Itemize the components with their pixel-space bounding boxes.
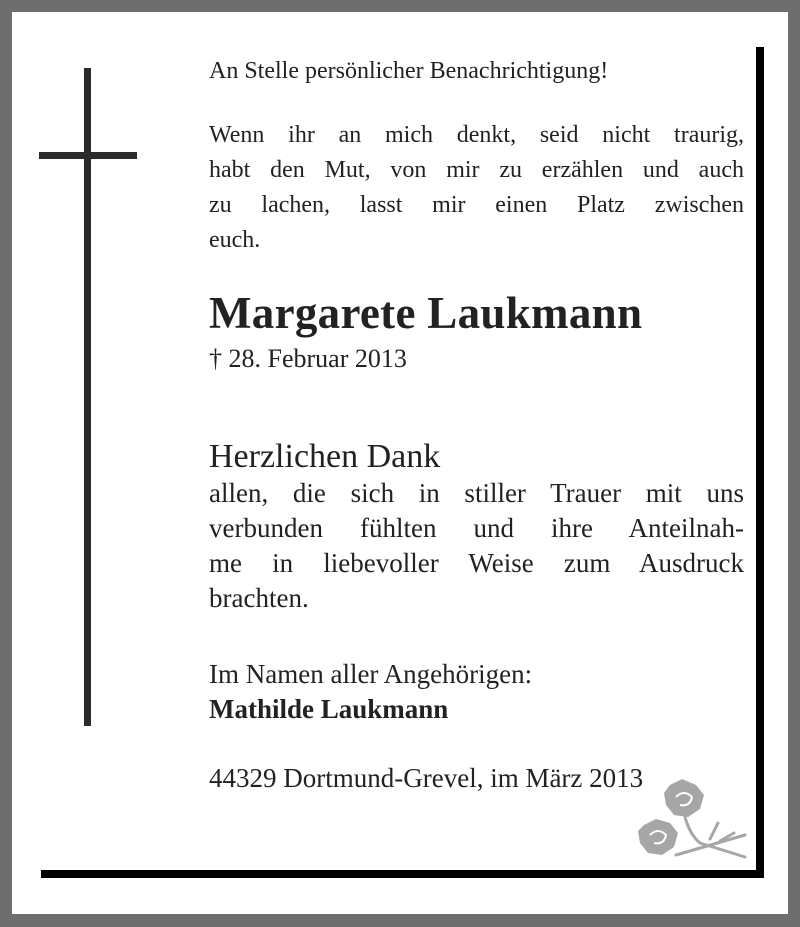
thanks-line: me in liebevoller Weise zum Ausdruck — [209, 548, 744, 578]
death-date: † 28. Februar 2013 — [209, 344, 407, 373]
poem-line: habt den Mut, von mir zu erzählen und auch — [209, 157, 744, 183]
thanks-line: verbunden fühlten und ihre Anteilnah- — [209, 513, 744, 543]
frame-bottom-bar — [41, 870, 764, 878]
frame-right-bar — [756, 47, 764, 878]
poem-line: euch. — [209, 227, 261, 253]
poem-line: zu lachen, lasst mir einen Platz zwischen — [209, 192, 744, 218]
signatory-name: Mathilde Laukmann — [209, 694, 449, 724]
on-behalf-text: Im Namen aller Angehörigen: — [209, 659, 533, 689]
intro-text: An Stelle persönlicher Benachrichtigung! — [209, 58, 609, 84]
thanks-line: brachten. — [209, 583, 309, 613]
poem-line: Wenn ihr an mich denkt, seid nicht traurig, — [209, 122, 744, 148]
poem — [209, 118, 744, 258]
thanks-body — [209, 476, 744, 616]
roses-icon — [630, 775, 755, 865]
thanks-line: allen, die sich in stiller Trauer mit uns — [209, 478, 744, 508]
cross-vertical — [84, 68, 91, 726]
deceased-name: Margarete Laukmann — [209, 288, 643, 338]
thanks-heading: Herzlichen Dank — [209, 438, 441, 475]
cross-horizontal — [39, 152, 137, 159]
place-date: 44329 Dortmund-Grevel, im März 2013 — [209, 763, 644, 793]
